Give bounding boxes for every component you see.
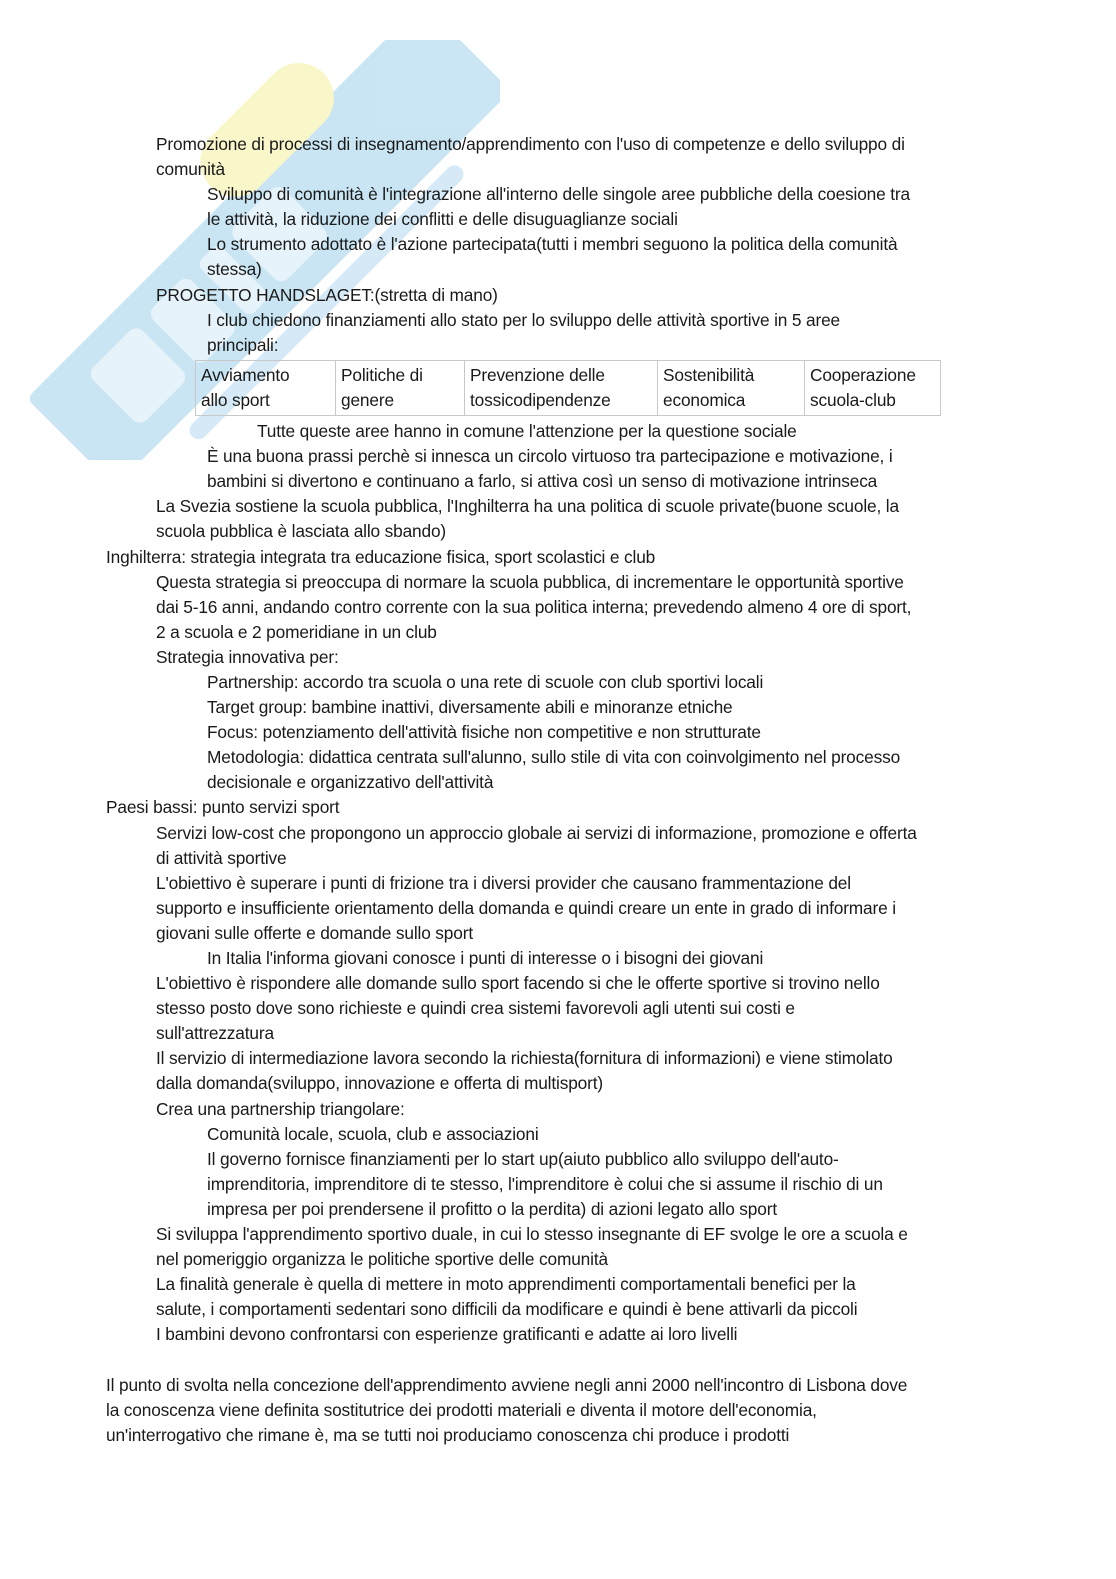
text-line: imprenditoria, imprenditore di te stesso, l'imprenditore è colui che si assume il rischio di un (207, 1173, 883, 1194)
text-line: bambini si divertono e continuano a farlo, si attiva così un senso di motivazione intrinseca (207, 471, 878, 492)
text-line: Inghilterra: strategia integrata tra educazione fisica, sport scolastici e club (106, 546, 656, 567)
text-line: La Svezia sostiene la scuola pubblica, l'Inghilterra ha una politica di scuole private(buone scuole, la (156, 496, 899, 517)
text-line: 2 a scuola e 2 pomeridiane in un club (156, 621, 437, 642)
text-line: salute, i comportamenti sedentari sono difficili da modificare e quindi è bene attivarli da piccoli (156, 1299, 858, 1320)
text-line: L'obiettivo è superare i punti di frizione tra i diversi provider che causano frammentazione del (156, 872, 851, 893)
text-line: scuola pubblica è lasciata allo sbando) (156, 521, 447, 542)
section-handslaget-intro (0, 132, 1116, 358)
text-line: le attività, la riduzione dei conflitti e delle disuguaglianze sociali (207, 209, 678, 230)
text-line: stessa) (207, 259, 262, 280)
table-cell: Prevenzione delle tossicodipendenze (465, 360, 658, 415)
blank-line (0, 1348, 1116, 1373)
table-cell: Avviamento allo sport (196, 360, 336, 415)
text-line: Questa strategia si preoccupa di normare la scuola pubblica, di incrementare le opportunità sportive (156, 571, 904, 592)
text-line: Paesi bassi: punto servizi sport (106, 797, 340, 818)
table-cell: Cooperazione scuola-club (805, 360, 941, 415)
text-line: In Italia l'informa giovani conosce i punti di interesse o i bisogni dei giovani (207, 948, 764, 968)
document-body (0, 132, 1116, 1448)
text-line: dalla domanda(sviluppo, innovazione e offerta di multisport) (156, 1073, 603, 1094)
text-line: Target group: bambine inattivi, diversamente abili e minoranze etniche (207, 697, 733, 718)
text-line: Il servizio di intermediazione lavora secondo la richiesta(fornitura di informazioni) e viene stimolato (156, 1048, 893, 1069)
text-line: Tutte queste aree hanno in comune l'attenzione per la questione sociale (257, 421, 797, 442)
text-line: impresa per poi prendersene il profitto o la perdita) di azioni legato allo sport (207, 1198, 777, 1219)
text-line: la conoscenza viene definita sostitutrice dei prodotti materiali e diventa il motore dell'economia, (106, 1399, 817, 1420)
text-line: Strategia innovativa per: (156, 646, 339, 667)
table-cell: Sostenibilità economica (658, 360, 805, 415)
text-line: È una buona prassi perchè si innesca un circolo virtuoso tra partecipazione e motivazione, i (207, 446, 893, 467)
text-line: un'interrogativo che rimane è, ma se tutti noi produciamo conoscenza chi produce i prodotti (106, 1424, 790, 1445)
section-europe-strategies (0, 419, 1116, 1448)
text-line: Servizi low-cost che propongono un approccio globale ai servizi di informazione, promozione e offerta (156, 822, 917, 843)
text-line: Il punto di svolta nella concezione dell'apprendimento avviene negli anni 2000 nell'incontro di Lisbona dove (106, 1374, 908, 1395)
handslaget-areas-table (195, 360, 941, 416)
text-line: supporto e insufficiente orientamento della domanda e quindi creare un ente in grado di informare i (156, 897, 896, 918)
text-line: Il governo fornisce finanziamenti per lo start up(aiuto pubblico allo sviluppo dell'auto- (207, 1148, 839, 1169)
text-line: comunità (156, 159, 225, 180)
text-line: Promozione di processi di insegnamento/apprendimento con l'uso di competenze e dello sviluppo di (156, 134, 905, 154)
text-line: nel pomeriggio organizza le politiche sportive delle comunità (156, 1249, 608, 1270)
text-line: principali: (207, 334, 279, 355)
text-line: dai 5-16 anni, andando contro corrente con la sua politica interna; prevedendo almeno 4 ore di sport, (156, 596, 912, 617)
text-line: Lo strumento adottato è l'azione partecipata(tutti i membri seguono la politica della comunità (207, 234, 898, 255)
text-line: L'obiettivo è rispondere alle domande sullo sport facendo si che le offerte sportive si trovino nello (156, 973, 880, 994)
text-line: PROGETTO HANDSLAGET:(stretta di mano) (156, 284, 498, 305)
text-line: I club chiedono finanziamenti allo stato per lo sviluppo delle attività sportive in 5 aree (207, 309, 841, 330)
text-line: Comunità locale, scuola, club e associazioni (207, 1123, 539, 1144)
text-line: giovani sulle offerte e domande sullo sport (156, 922, 473, 943)
text-line: I bambini devono confrontarsi con esperienze gratificanti e adatte ai loro livelli (156, 1324, 738, 1345)
table-cell: Politiche di genere (336, 360, 465, 415)
text-line: Metodologia: didattica centrata sull'alunno, sullo stile di vita con coinvolgimento nel processo (207, 747, 901, 768)
text-line: di attività sportive (156, 847, 287, 868)
table-row (196, 360, 941, 415)
text-line: La finalità generale è quella di mettere in moto apprendimenti comportamentali benefici per la (156, 1274, 856, 1295)
text-line: Si sviluppa l'apprendimento sportivo duale, in cui lo stesso insegnante di EF svolge le ore a scuola e (156, 1224, 908, 1245)
text-line: Focus: potenziamento dell'attività fisiche non competitive e non strutturate (207, 722, 761, 743)
text-line: stesso posto dove sono richieste e quindi crea sistemi favorevoli agli utenti sui costi e (156, 998, 795, 1019)
text-line: Partnership: accordo tra scuola o una rete di scuole con club sportivi locali (207, 671, 764, 692)
text-line: decisionale e organizzativo dell'attività (207, 772, 494, 793)
text-line: sull'attrezzatura (156, 1023, 274, 1044)
text-line: Crea una partnership triangolare: (156, 1098, 405, 1119)
text-line: Sviluppo di comunità è l'integrazione all'interno delle singole aree pubbliche della coesione tra (207, 184, 910, 205)
